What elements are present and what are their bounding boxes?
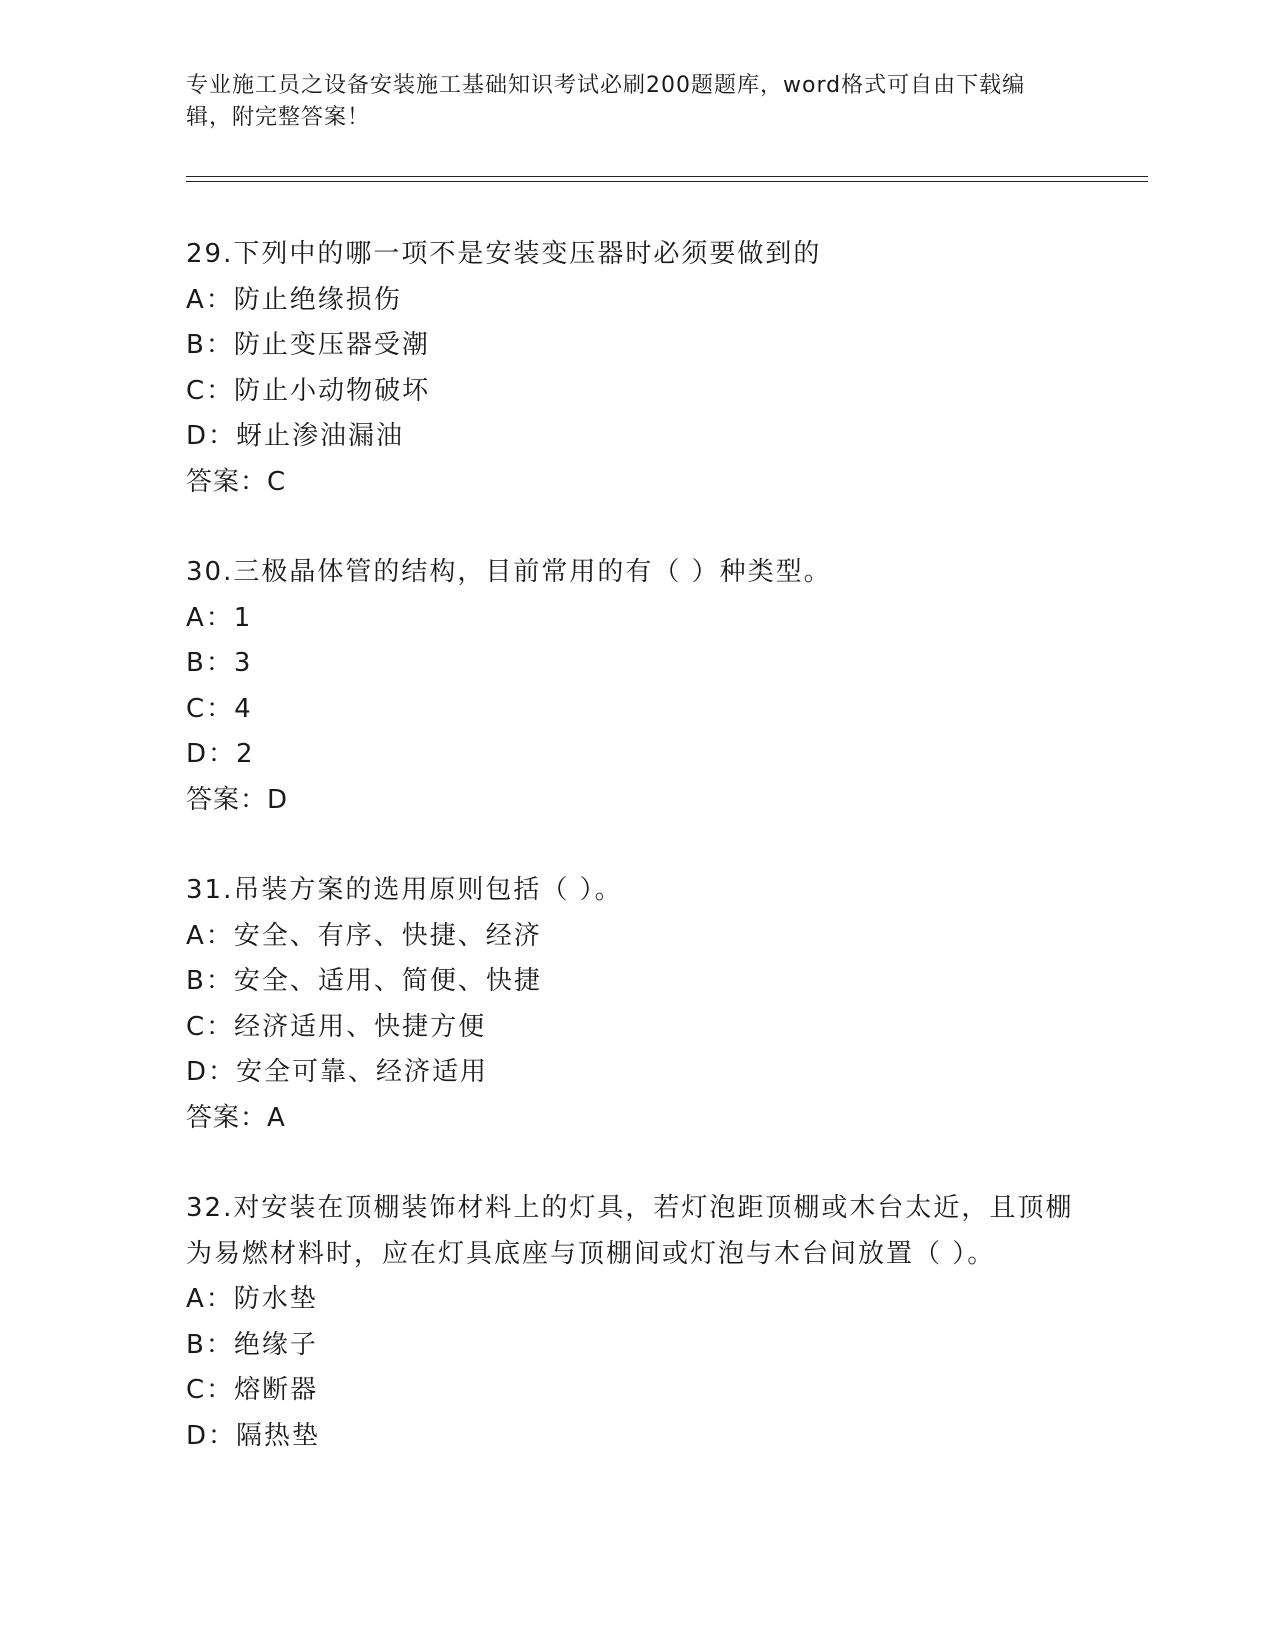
question-31 (186, 868, 1086, 1141)
question-29 (186, 232, 1086, 505)
option-b: B：绝缘子 (186, 1329, 318, 1360)
option-a: A：安全、有序、快捷、经济 (186, 920, 542, 951)
question-stem: 29.下列中的哪一项不是安装变压器时必须要做到的 (186, 239, 822, 269)
option-c: C：熔断器 (186, 1375, 319, 1405)
question-32 (186, 1186, 1086, 1459)
document-header: 专业施工员之设备安装施工基础知识考试必刷200题题库，word格式可自由下载编辑，附完整答案！ (186, 73, 1026, 130)
option-a: A：1 (186, 602, 253, 633)
answer-line: 答案：D (186, 784, 289, 815)
question-stem: 30.三极晶体管的结构，目前常用的有（ ）种类型。 (186, 557, 832, 587)
option-b: B：安全、适用、简便、快捷 (186, 966, 542, 996)
option-c: C：4 (186, 693, 253, 724)
option-a: A：防止绝缘损伤 (186, 284, 402, 315)
header-divider-bottom (186, 181, 1148, 182)
option-c: C：防止小动物破坏 (186, 375, 431, 406)
question-list (186, 232, 1086, 1504)
option-b: B：防止变压器受潮 (186, 330, 430, 360)
answer-line: 答案：A (186, 1102, 286, 1133)
option-d: D：安全可靠、经济适用 (186, 1057, 489, 1087)
option-b: B：3 (186, 648, 253, 678)
option-d: D：隔热垫 (186, 1420, 321, 1451)
option-d: D：蚜止渗油漏油 (186, 421, 405, 451)
option-c: C：经济适用、快捷方便 (186, 1011, 487, 1042)
question-stem: 31.吊装方案的选用原则包括（ ）。 (186, 875, 623, 905)
question-30 (186, 550, 1086, 823)
question-stem: 32.对安装在顶棚装饰材料上的灯具，若灯泡距顶棚或木台太近，且顶棚为易燃材料时，应在灯具底座与顶棚间或灯泡与木台间放置（ ）。 (186, 1193, 1074, 1269)
answer-line: 答案：C (186, 466, 287, 497)
option-a: A：防水垫 (186, 1284, 318, 1314)
option-d: D：2 (186, 739, 255, 769)
header-divider-top (186, 176, 1148, 177)
